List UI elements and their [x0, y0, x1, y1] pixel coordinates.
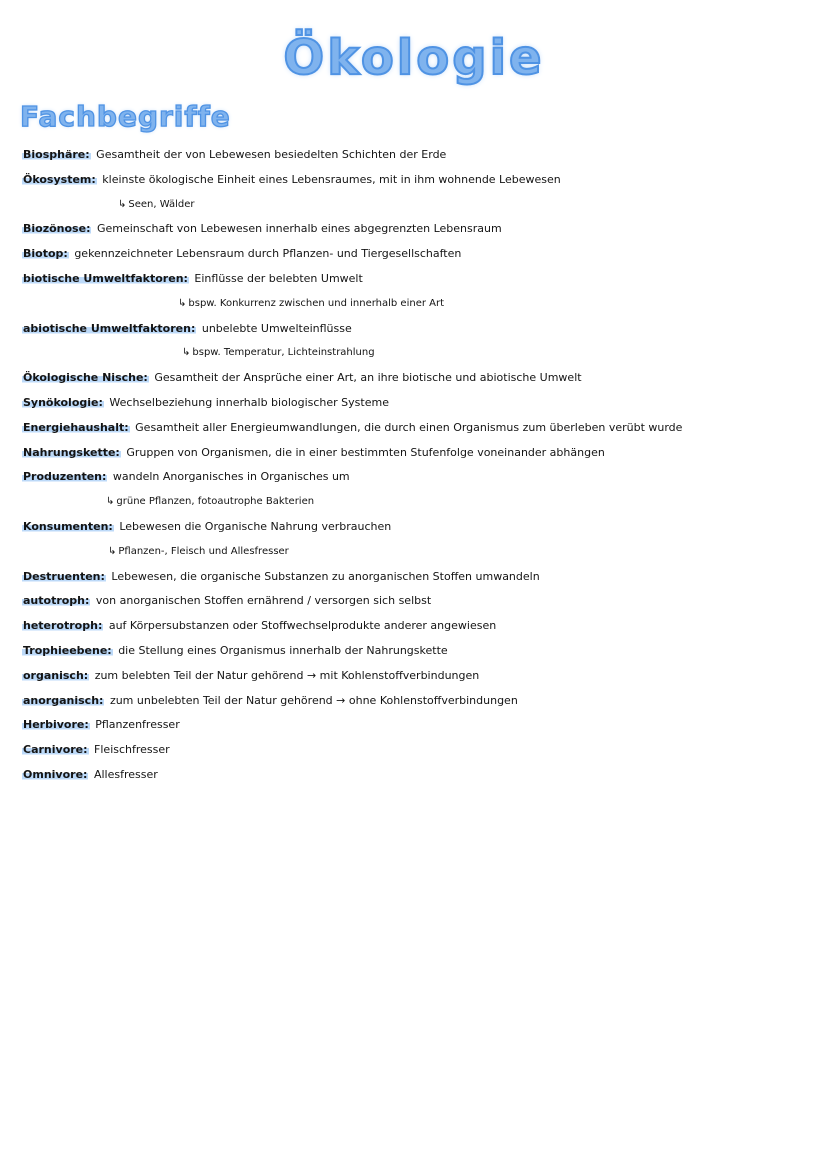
- glossary-entry-synoekologie: [22, 391, 812, 416]
- page-title: Ökologie: [283, 30, 545, 86]
- term: Biosphäre:: [23, 148, 90, 161]
- glossary-entry-autotroph: [22, 589, 812, 614]
- example-text: Seen, Wälder: [128, 198, 195, 210]
- definition: unbelebte Umwelteinflüsse: [201, 321, 352, 335]
- term: Synökologie:: [23, 395, 103, 409]
- definition: zum unbelebten Teil der Natur gehörend → ohne Kohlenstoffverbindungen: [109, 693, 518, 707]
- glossary-entry-anorganisch: [22, 689, 812, 714]
- glossary-entry-konsumenten: [22, 515, 812, 540]
- return-arrow-icon: ↳: [118, 198, 127, 210]
- term: abiotische Umweltfaktoren:: [23, 321, 196, 335]
- definition: Lebewesen die Organische Nahrung verbrauchen: [119, 519, 392, 533]
- glossary-entry-energiehaushalt: [22, 416, 812, 441]
- definition: gekennzeichneter Lebensraum durch Pflanzen- und Tiergesellschaften: [74, 247, 462, 261]
- term: biotische Umweltfaktoren:: [23, 271, 188, 285]
- term: organisch:: [23, 668, 89, 682]
- term: Ökosystem:: [23, 172, 96, 186]
- example-note: [22, 540, 812, 565]
- definition: Fleischfresser: [94, 743, 170, 757]
- glossary-entry-abiotische-umweltfaktoren: [22, 317, 812, 342]
- definition: Gemeinschaft von Lebewesen innerhalb eines abgegrenzten Lebensraum: [96, 222, 502, 236]
- definition: Allesfresser: [93, 767, 158, 781]
- section-title: Fachbegriffe: [20, 100, 231, 133]
- glossary-entry-herbivore: [22, 713, 812, 738]
- term: Omnivore:: [23, 767, 88, 781]
- term: Destruenten:: [23, 569, 105, 583]
- definition: Pflanzenfresser: [95, 718, 180, 732]
- glossary-entry-produzenten: [22, 465, 812, 490]
- glossary-entry-biozoenose: [22, 217, 812, 242]
- glossary-entry-carnivore: [22, 738, 812, 763]
- glossary-entry-omnivore: [22, 763, 812, 788]
- definition: Lebewesen, die organische Substanzen zu anorganischen Stoffen umwandeln: [111, 569, 540, 583]
- definition: Einflüsse der belebten Umwelt: [194, 271, 363, 285]
- term: autotroph:: [23, 594, 90, 608]
- term: anorganisch:: [23, 693, 104, 707]
- glossary-entry-trophieebene: [22, 639, 812, 664]
- example-text: bspw. Konkurrenz zwischen und innerhalb einer Art: [188, 297, 445, 309]
- definition: wandeln Anorganisches in Organisches um: [112, 470, 350, 484]
- term: heterotroph:: [23, 619, 103, 633]
- glossary-entry-nahrungskette: [22, 441, 812, 466]
- definition: Wechselbeziehung innerhalb biologischer Systeme: [109, 395, 389, 409]
- example-text: Pflanzen-, Fleisch und Allesfresser: [118, 545, 289, 557]
- definition: Gesamtheit der Ansprüche einer Art, an ihre biotische und abiotische Umwelt: [154, 371, 582, 385]
- definition: die Stellung eines Organismus innerhalb der Nahrungskette: [118, 643, 448, 657]
- definition: kleinste ökologische Einheit eines Lebensraumes, mit in ihm wohnende Lebewesen: [102, 172, 561, 186]
- glossary-entry-heterotroph: [22, 614, 812, 639]
- example-note: [22, 341, 812, 366]
- glossary-entry-oekosystem: [22, 168, 812, 193]
- example-note: [22, 292, 812, 317]
- definition: zum belebten Teil der Natur gehörend → mit Kohlenstoffverbindungen: [94, 668, 480, 682]
- glossary-entry-biosphaere: [22, 143, 812, 168]
- term: Nahrungskette:: [23, 445, 120, 459]
- term: Biotop:: [23, 247, 68, 261]
- glossary-entry-biotische-umweltfaktoren: [22, 267, 812, 292]
- term: Trophieebene:: [23, 643, 112, 657]
- term: Ökologische Nische:: [23, 371, 148, 385]
- example-note: [22, 193, 812, 218]
- definition: Gruppen von Organismen, die in einer bestimmten Stufenfolge voneinander abhängen: [126, 445, 605, 459]
- glossary-list: [22, 143, 812, 788]
- example-note: [22, 490, 812, 515]
- return-arrow-icon: ↳: [108, 545, 117, 557]
- example-text: grüne Pflanzen, fotoautrophe Bakterien: [116, 496, 315, 508]
- glossary-entry-organisch: [22, 664, 812, 689]
- definition: Gesamtheit der von Lebewesen besiedelten Schichten der Erde: [96, 148, 447, 161]
- term: Carnivore:: [23, 743, 88, 757]
- glossary-entry-oekologische-nische: [22, 366, 812, 391]
- glossary-entry-biotop: [22, 242, 812, 267]
- definition: von anorganischen Stoffen ernährend / versorgen sich selbst: [95, 594, 432, 608]
- term: Energiehaushalt:: [23, 420, 129, 434]
- term: Biozönose:: [23, 222, 91, 236]
- return-arrow-icon: ↳: [106, 496, 115, 508]
- term: Produzenten:: [23, 470, 107, 484]
- term: Herbivore:: [23, 718, 89, 732]
- glossary-entry-destruenten: [22, 565, 812, 590]
- return-arrow-icon: ↳: [182, 347, 191, 359]
- return-arrow-icon: ↳: [178, 297, 187, 309]
- definition: auf Körpersubstanzen oder Stoffwechselprodukte anderer angewiesen: [108, 619, 497, 633]
- example-text: bspw. Temperatur, Lichteinstrahlung: [192, 347, 375, 359]
- term: Konsumenten:: [23, 519, 113, 533]
- definition: Gesamtheit aller Energieumwandlungen, die durch einen Organismus zum überleben verübt wurde: [135, 420, 683, 434]
